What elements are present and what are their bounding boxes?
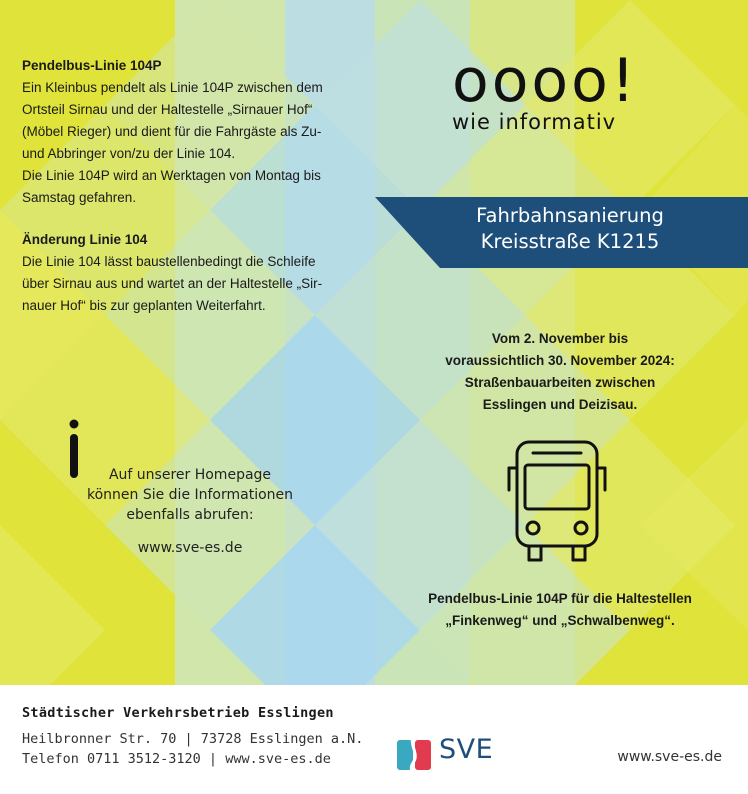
banner-title: Fahrbahnsanierung Kreisstraße K1215: [476, 204, 664, 253]
address-line: Heilbronner Str. 70 | 73728 Esslingen a.N.: [22, 731, 364, 747]
change-heading: Änderung Linie 104: [22, 232, 148, 247]
phone-line: Telefon 0711 3512-3120 | www.sve-es.de: [22, 751, 331, 767]
bus-caption: Pendelbus-Linie 104P für die Haltestellen „Finkenweg“ und „Schwalbenweg“.: [428, 591, 692, 628]
construction-dates: Vom 2. November bis voraussichtlich 30. November 2024: Straßenbauarbeiten zwischen Esslingen und Deizisau.: [445, 331, 675, 412]
pendelbus-text: Ein Kleinbus pendelt als Linie 104P zwischen dem Ortsteil Sirnau und der Haltestelle „Sirnauer Hof“ (Möbel Rieger) und dient für die Fahrgäste als Zu- und Abbringer von/zu der Linie 104. Die Linie 104P wird an Werktagen von Montag bis Samstag gefahren.: [22, 80, 323, 205]
footer: [0, 685, 748, 794]
headline-big-text: oooo!: [452, 46, 638, 116]
pendelbus-heading: Pendelbus-Linie 104P: [22, 58, 162, 73]
headline-sub-text: wie informativ: [452, 110, 617, 134]
change-text: Die Linie 104 lässt baustellenbedingt die Schleife über Sirnau aus und wartet an der Haltestelle „Sir- nauer Hof“ bis zur geplanten Weiterfahrt.: [22, 254, 323, 313]
footer-website-link[interactable]: www.sve-es.de: [617, 749, 722, 765]
homepage-info-text: Auf unserer Homepage können Sie die Informationen ebenfalls abrufen:: [86, 467, 294, 523]
bus-icon: [505, 438, 609, 566]
sve-logo-text: SVE: [439, 734, 494, 765]
homepage-link[interactable]: www.sve-es.de: [137, 540, 243, 556]
company-name: Städtischer Verkehrsbetrieb Esslingen: [22, 705, 334, 721]
sve-logo-icon: [396, 733, 434, 777]
